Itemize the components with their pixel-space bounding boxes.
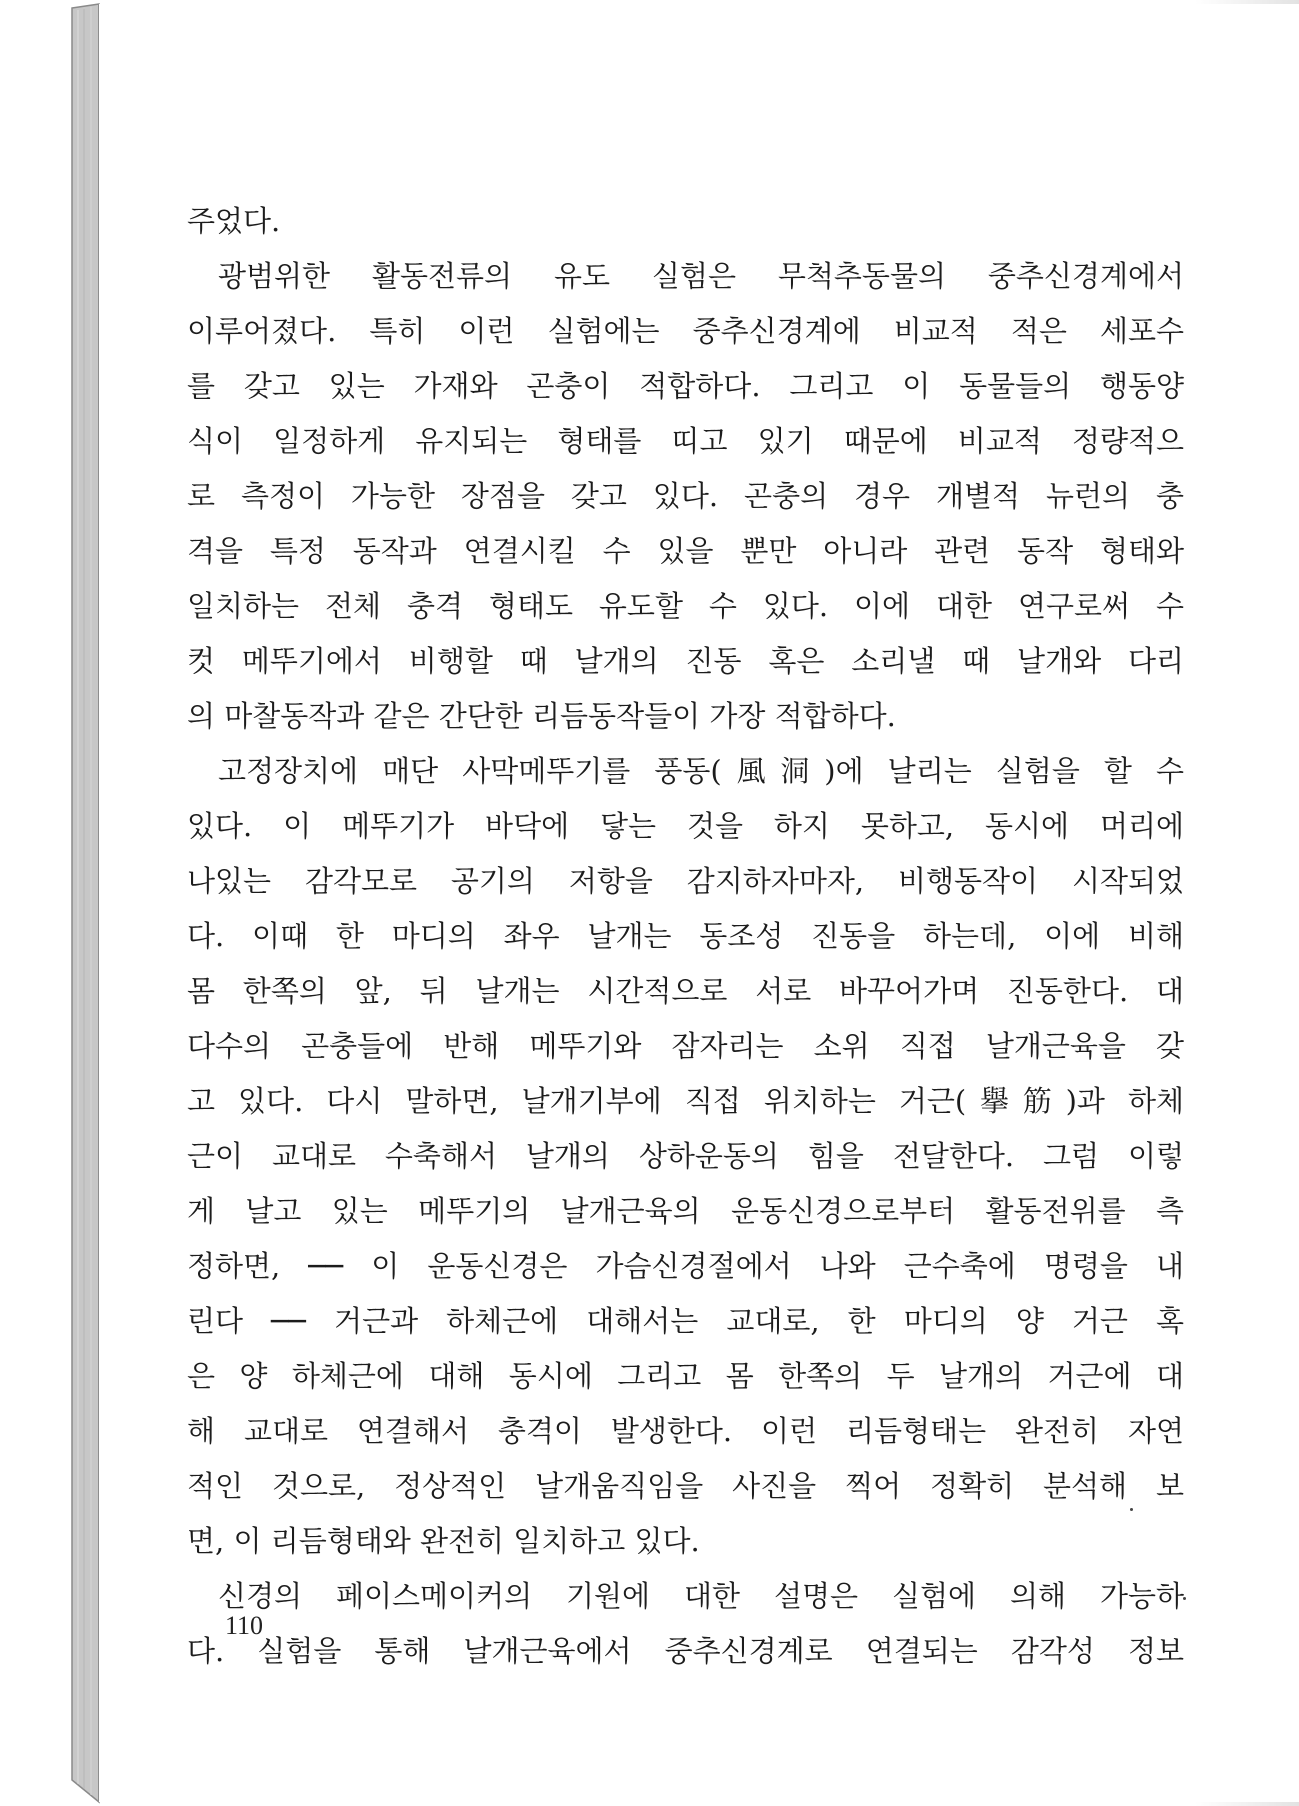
text-line: 격을 특정 동작과 연결시킬 수 있을 뿐만 아니라 관련 동작 형태와 xyxy=(187,534,1184,568)
text-line: 주었다. xyxy=(187,204,281,238)
text-line: 를 갖고 있는 가재와 곤충이 적합하다. 그리고 이 동물들의 행동양 xyxy=(187,369,1184,403)
text-line: 근이 교대로 수축해서 날개의 상하운동의 힘을 전달한다. 그럼 이렇 xyxy=(187,1139,1184,1173)
text-line: 다. 실험을 통해 날개근육에서 중추신경계로 연결되는 감각성 정보 xyxy=(187,1634,1184,1668)
text-line: 은 양 하체근에 대해 동시에 그리고 몸 한쪽의 두 날개의 거근에 대 xyxy=(187,1359,1184,1393)
text-line: 다. 이때 한 마디의 좌우 날개는 동조성 진동을 하는데, 이에 비해 xyxy=(187,919,1184,953)
text-line: 의 마찰동작과 같은 간단한 리듬동작들이 가장 적합하다. xyxy=(187,699,896,733)
text-line: 있다. 이 메뚜기가 바닥에 닿는 것을 하지 못하고, 동시에 머리에 xyxy=(187,809,1184,843)
text-line: 해 교대로 연결해서 충격이 발생한다. 이런 리듬형태는 완전히 자연 xyxy=(187,1414,1184,1448)
paragraph-first-line: 신경의 페이스메이커의 기원에 대한 설명은 실험에 의해 가능하 xyxy=(218,1579,1184,1613)
book-page-edges xyxy=(0,0,110,1806)
text-line: 면, 이 리듬형태와 완전히 일치하고 있다. xyxy=(187,1524,700,1558)
text-line: 게 날고 있는 메뚜기의 날개근육의 운동신경으로부터 활동전위를 측 xyxy=(187,1194,1184,1228)
text-line: 나있는 감각모로 공기의 저항을 감지하자마자, 비행동작이 시작되었 xyxy=(187,864,1184,898)
paragraph-first-line: 광범위한 활동전류의 유도 실험은 무척추동물의 중추신경계에서 xyxy=(218,259,1184,293)
text-line: 식이 일정하게 유지되는 형태를 띠고 있기 때문에 비교적 정량적으 xyxy=(187,424,1184,458)
page-stack-illustration xyxy=(0,0,110,1806)
text-line: 이루어졌다. 특히 이런 실험에는 중추신경계에 비교적 적은 세포수 xyxy=(187,314,1184,348)
text-line: 적인 것으로, 정상적인 날개움직임을 사진을 찍어 정확히 분석해 보 xyxy=(187,1469,1184,1503)
page-number: 110 xyxy=(225,1611,264,1640)
text-line: 다수의 곤충들에 반해 메뚜기와 잠자리는 소위 직접 날개근육을 갖 xyxy=(187,1029,1184,1063)
text-line: 컷 메뚜기에서 비행할 때 날개의 진동 혹은 소리낼 때 날개와 다리 xyxy=(187,644,1184,678)
text-line: 몸 한쪽의 앞, 뒤 날개는 시간적으로 서로 바꾸어가며 진동한다. 대 xyxy=(187,974,1184,1008)
paragraph-first-line: 고정장치에 매단 사막메뚜기를 풍동(風洞)에 날리는 실험을 할 수 xyxy=(218,754,1184,788)
text-line: 린다 ── 거근과 하체근에 대해서는 교대로, 한 마디의 양 거근 혹 xyxy=(187,1304,1184,1338)
text-line: 로 측정이 가능한 장점을 갖고 있다. 곤충의 경우 개별적 뉴런의 충 xyxy=(187,479,1184,513)
body-text xyxy=(187,194,1184,1679)
text-line: 정하면, ── 이 운동신경은 가슴신경절에서 나와 근수축에 명령을 내 xyxy=(187,1249,1184,1283)
text-line: 고 있다. 다시 말하면, 날개기부에 직접 위치하는 거근(擧筋)과 하체 xyxy=(187,1084,1184,1118)
text-line: 일치하는 전체 충격 형태도 유도할 수 있다. 이에 대한 연구로써 수 xyxy=(187,589,1184,623)
